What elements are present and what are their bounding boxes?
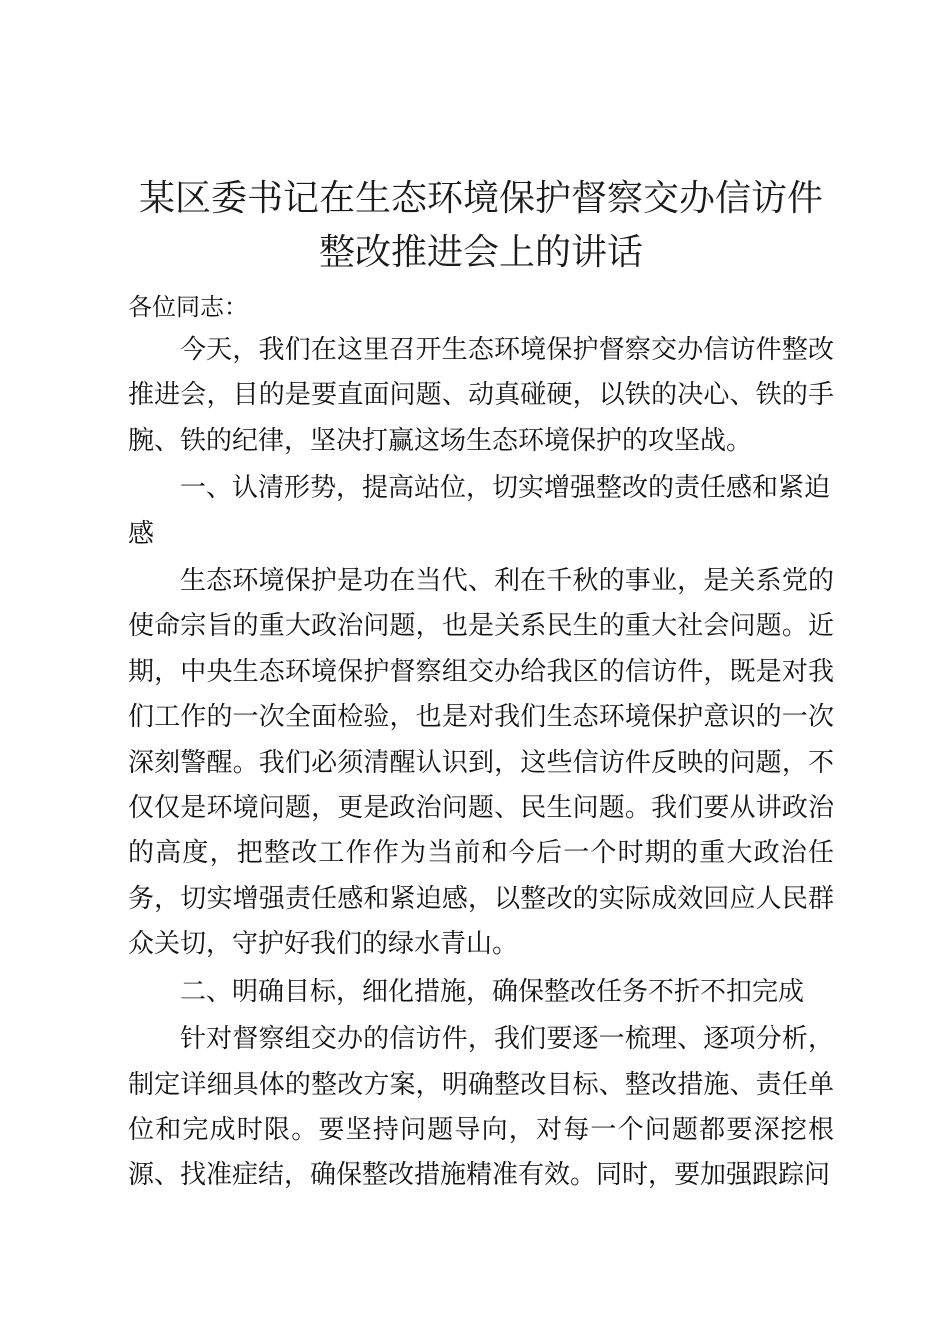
paragraph-section-2: 针对督察组交办的信访件，我们要逐一梳理、逐项分析，制定详细具体的整改方案，明确整改目标、整改措施、责任单位和完成时限。要坚持问题导向，对每一个问题都要深挖根源、找准症结，确保整改措施精准有效。同时，要加强跟踪问	[128, 1024, 834, 1191]
paragraph-opening: 今天，我们在这里召开生态环境保护督察交办信访件整改推进会，目的是要直面问题、动真碰硬，以铁的决心、铁的手腕、铁的纪律，坚决打赢这场生态环境保护的攻坚战。	[128, 335, 834, 456]
section-heading-2: 二、明确目标，细化措施，确保整改任务不折不扣完成	[180, 976, 805, 1007]
paragraph-section-1: 生态环境保护是功在当代、利在千秋的事业，是关系党的使命宗旨的重大政治问题，也是关系民生的重大社会问题。近期，中央生态环境保护督察组交办给我区的信访件，既是对我们工作的一次全面检验，也是对我们生态环境保护意识的一次深刻警醒。我们必须清醒认识到，这些信访件反映的问题，不仅仅是环境问题，更是政治问题、民生问题。我们要从讲政治的高度，把整改工作作为当前和今后一个时期的重大政治任务，切实增强责任感和紧迫感，以整改的实际成效回应人民群众关切，守护好我们的绿水青山。	[128, 566, 834, 960]
document-page	[128, 172, 834, 1199]
section-heading-1: 一、认清形势，提高站位，切实增强整改的责任感和紧迫感	[128, 473, 831, 549]
document-title: 某区委书记在生态环境保护督察交办信访件整改推进会上的讲话	[138, 178, 823, 273]
salutation: 各位同志：	[128, 293, 248, 321]
